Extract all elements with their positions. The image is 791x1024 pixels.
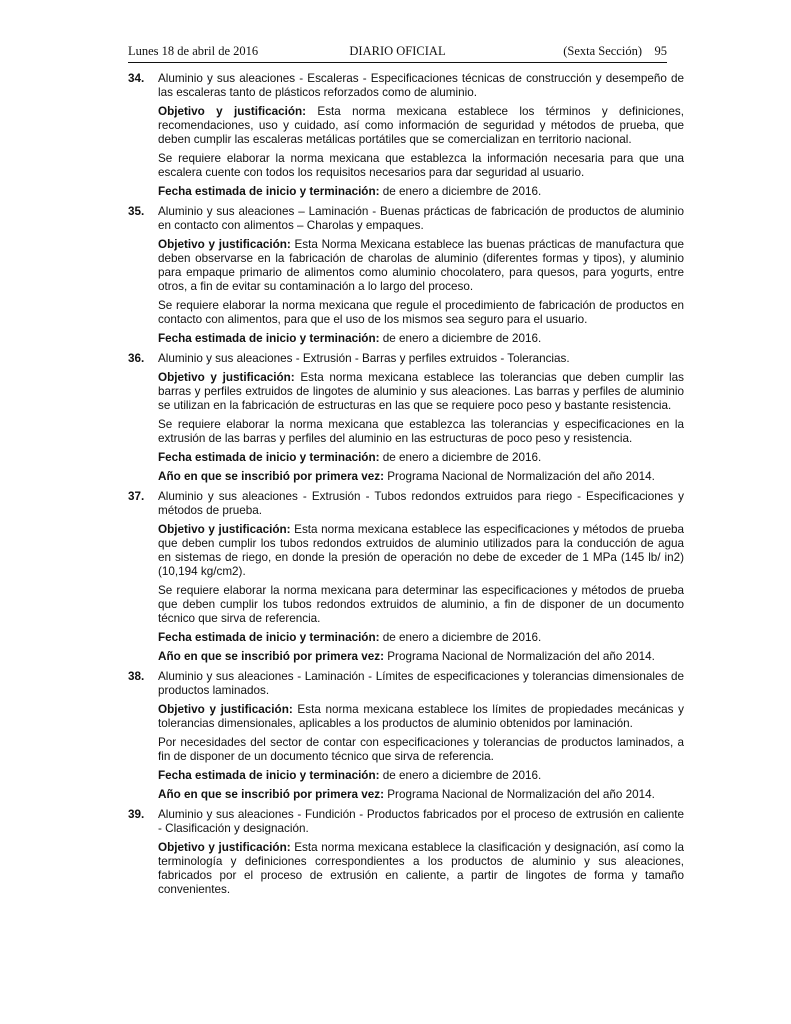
header-publication: DIARIO OFICIAL: [349, 44, 446, 58]
item-objective: [158, 523, 684, 579]
item-objective: [158, 371, 684, 413]
item-requirement: Se requiere elaborar la norma mexicana para determinar las especificaciones y métodos de prueba que deben cumplir los tubos redondos extruidos de aluminio, a fin de disponer de un documento técnico que sirva de referencia.: [158, 584, 684, 625]
date-text: de enero a diciembre de 2016.: [379, 451, 542, 464]
item-first-registered: [158, 650, 684, 664]
first-registered-label: Año en que se inscribió por primera vez:: [158, 650, 385, 663]
list-item: [128, 205, 684, 346]
item-title: Aluminio y sus aleaciones - Escaleras - Especificaciones técnicas de construcción y desempeño de las escaleras tanto de plásticos reforzados como de aluminio.: [158, 72, 684, 99]
item-date: [158, 185, 684, 199]
header-section-page: [563, 44, 667, 59]
item-date: [158, 332, 684, 346]
list-item: [128, 352, 684, 484]
date-text: de enero a diciembre de 2016.: [379, 631, 542, 644]
item-objective: [158, 841, 684, 897]
item-number: 34.: [128, 72, 145, 85]
header-page-number: 95: [654, 44, 667, 58]
item-date: [158, 631, 684, 645]
item-number: 35.: [128, 205, 145, 218]
date-text: de enero a diciembre de 2016.: [379, 185, 542, 198]
item-title: Aluminio y sus aleaciones – Laminación - Buenas prácticas de fabricación de productos de aluminio en contacto con alimentos – Charolas y empaques.: [158, 205, 684, 232]
first-registered-text: Programa Nacional de Normalización del año 2014.: [384, 788, 655, 801]
item-first-registered: [158, 470, 684, 484]
item-title: Aluminio y sus aleaciones - Extrusión - Tubos redondos extruidos para riego - Especificaciones y métodos de prueba.: [158, 490, 684, 517]
objective-text: Esta norma mexicana establece las tolerancias que deben cumplir las barras y perfiles extruidos de lingotes de aluminio y sus aleaciones. Las barras y perfiles de aluminio se utilizan en la fabricación de estructuras en las que se requiere poco peso y bastante resistencia.: [158, 371, 684, 412]
objective-label: Objetivo y justificación:: [158, 703, 293, 716]
list-item: [128, 670, 684, 802]
objective-label: Objetivo y justificación:: [158, 238, 291, 251]
objective-text: Esta norma mexicana establece las especificaciones y métodos de prueba que deben cumplir los tubos redondos extruidos de aluminio utilizados para la conducción de agua en sistemas de riego, en donde la presión de operación no debe de exceder de 1 MPa (145 lb/ in2) (10,194 kg/cm2).: [158, 523, 684, 578]
item-date: [158, 451, 684, 465]
objective-label: Objetivo y justificación:: [158, 523, 291, 536]
objective-text: Esta norma mexicana establece los términos y definiciones, recomendaciones, uso y cuidado, así como información de seguridad y métodos de prueba, que deben cumplir las escaleras metálicas portátiles que se comercializan en territorio nacional.: [158, 105, 684, 146]
header-section: (Sexta Sección): [563, 44, 642, 58]
item-objective: [158, 238, 684, 294]
date-label: Fecha estimada de inicio y terminación:: [158, 451, 380, 464]
date-text: de enero a diciembre de 2016.: [379, 769, 542, 782]
item-first-registered: [158, 788, 684, 802]
item-objective: [158, 105, 684, 147]
first-registered-label: Año en que se inscribió por primera vez:: [158, 788, 385, 801]
item-title: Aluminio y sus aleaciones - Laminación - Límites de especificaciones y tolerancias dimensionales de productos laminados.: [158, 670, 684, 697]
document-body: [128, 72, 684, 903]
list-item: [128, 72, 684, 199]
objective-label: Objetivo y justificación:: [158, 371, 295, 384]
item-number: 37.: [128, 490, 145, 503]
item-number: 38.: [128, 670, 145, 683]
objective-label: Objetivo y justificación:: [158, 105, 307, 118]
item-title: Aluminio y sus aleaciones - Extrusión - Barras y perfiles extruidos - Tolerancias.: [158, 352, 570, 365]
list-item: [128, 808, 684, 897]
date-label: Fecha estimada de inicio y terminación:: [158, 185, 380, 198]
page-header: [128, 44, 667, 60]
objective-text: Esta Norma Mexicana establece las buenas prácticas de manufactura que deben observarse en la fabricación de charolas de aluminio (diferentes formas y tipos), y aluminio para empaque primario de alimentos como aluminio chocolatero, para quesos, para yogurts, entre otros, a fin de evitar su contaminación a lo largo del proceso.: [158, 238, 684, 293]
objective-label: Objetivo y justificación:: [158, 841, 291, 854]
item-requirement: Por necesidades del sector de contar con especificaciones y tolerancias de productos laminados, a fin de disponer de un documento técnico que sirva de referencia.: [158, 736, 684, 763]
date-label: Fecha estimada de inicio y terminación:: [158, 332, 380, 345]
item-number: 36.: [128, 352, 145, 365]
item-requirement: Se requiere elaborar la norma mexicana que regule el procedimiento de fabricación de productos en contacto con alimentos, para que el uso de los mismos sea seguro para el usuario.: [158, 299, 684, 326]
item-number: 39.: [128, 808, 145, 821]
header-rule: [128, 62, 667, 63]
first-registered-text: Programa Nacional de Normalización del año 2014.: [384, 470, 655, 483]
date-label: Fecha estimada de inicio y terminación:: [158, 631, 380, 644]
list-item: [128, 490, 684, 664]
item-title: Aluminio y sus aleaciones - Fundición - Productos fabricados por el proceso de extrusión en caliente - Clasificación y designación.: [158, 808, 684, 835]
item-requirement: Se requiere elaborar la norma mexicana que establezca las tolerancias y especificaciones en la extrusión de las barras y perfiles del aluminio en las estructuras de poco peso y resistencia.: [158, 418, 684, 445]
objective-text: Esta norma mexicana establece la clasificación y designación, así como la terminología y definiciones correspondientes a los productos de aluminio y sus aleaciones, fabricados por el proceso de extrusión en caliente, a partir de lingotes de forma y tamaño convenientes.: [158, 841, 684, 896]
item-objective: [158, 703, 684, 731]
item-date: [158, 769, 684, 783]
date-text: de enero a diciembre de 2016.: [379, 332, 542, 345]
date-label: Fecha estimada de inicio y terminación:: [158, 769, 380, 782]
first-registered-text: Programa Nacional de Normalización del año 2014.: [384, 650, 655, 663]
header-date: Lunes 18 de abril de 2016: [128, 44, 259, 58]
item-requirement: Se requiere elaborar la norma mexicana que establezca la información necesaria para que una escalera cuente con todos los requisitos necesarios para dar seguridad al usuario.: [158, 152, 684, 179]
first-registered-label: Año en que se inscribió por primera vez:: [158, 470, 385, 483]
objective-text: Esta norma mexicana establece los límites de propiedades mecánicas y tolerancias dimensionales, aplicables a los productos de aluminio obtenidos por laminación.: [158, 703, 684, 730]
